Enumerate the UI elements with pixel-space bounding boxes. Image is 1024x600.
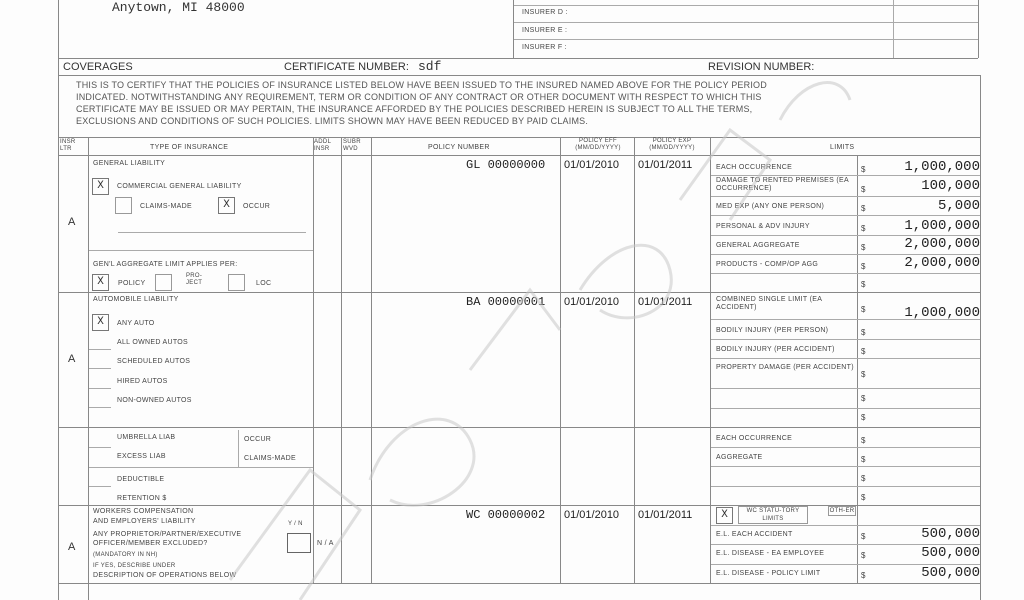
insurer-divider	[513, 0, 514, 58]
occur-checkbox[interactable]: X	[218, 197, 235, 214]
workers-text-line: (MANDATORY IN NH)	[93, 552, 158, 558]
coverages-title: COVERAGES	[63, 61, 133, 73]
auto-eff-date: 01/01/2010	[564, 296, 620, 308]
aggregate-applies-label: GEN'L AGGREGATE LIMIT APPLIES PER:	[93, 261, 238, 268]
workers-title-line: WORKERS COMPENSATION	[93, 508, 194, 515]
dollar-sign: $	[861, 493, 866, 502]
limit-label: GENERAL AGGREGATE	[716, 242, 800, 249]
dollar-sign: $	[861, 571, 866, 580]
limit-value: 2,000,000	[904, 236, 980, 252]
limit-value: 500,000	[921, 526, 980, 542]
dollar-sign: $	[861, 436, 866, 445]
workers-insurer-letter: A	[68, 541, 76, 553]
limit-value: 5,000	[937, 198, 980, 214]
na-label: N / A	[317, 540, 334, 547]
workers-title-line: AND EMPLOYERS' LIABILITY	[93, 518, 196, 525]
limit-label: DAMAGE TO RENTED PREMISES (EA OCCURRENCE)	[716, 177, 849, 192]
dollar-sign: $	[861, 328, 866, 337]
excess-liab-label: EXCESS LIAB	[117, 453, 166, 460]
umbrella-claims-made-label: CLAIMS-MADE	[244, 455, 296, 462]
general-liability-title: GENERAL LIABILITY	[93, 160, 166, 167]
policy-label: POLICY	[118, 280, 146, 287]
auto-item-label: ANY AUTO	[117, 320, 155, 327]
umbrella-liab-label: UMBRELLA LIAB	[117, 434, 176, 441]
limit-label: E.L. DISEASE - EA EMPLOYEE	[716, 550, 825, 557]
limit-label: PROPERTY DAMAGE (PER ACCIDENT)	[716, 364, 854, 371]
dollar-sign: $	[861, 305, 866, 314]
col-type-of-insurance: TYPE OF INSURANCE	[150, 144, 229, 151]
auto-item-label: NON-OWNED AUTOS	[117, 397, 192, 404]
dollar-sign: $	[861, 204, 866, 213]
yn-label: Y / N	[288, 521, 303, 527]
dollar-sign: $	[861, 347, 866, 356]
header-left-border	[58, 0, 59, 58]
limit-label: E.L. DISEASE - POLICY LIMIT	[716, 570, 821, 577]
claims-made-label: CLAIMS-MADE	[140, 203, 192, 210]
limit-label: PRODUCTS - COMP/OP AGG	[716, 261, 819, 268]
occur-label: OCCUR	[243, 203, 271, 210]
col-policy-number: POLICY NUMBER	[428, 144, 490, 151]
any-auto-checkbox[interactable]: X	[92, 314, 109, 331]
limit-value: 500,000	[921, 545, 980, 561]
limit-value: 1,000,000	[904, 218, 980, 234]
limit-label: BODILY INJURY (PER ACCIDENT)	[716, 346, 835, 353]
dollar-sign: $	[861, 532, 866, 541]
workers-exp-date: 01/01/2011	[638, 509, 693, 521]
col-policy-exp: POLICY EXP (MM/DD/YYYY)	[649, 138, 695, 151]
auto-item-label: HIRED AUTOS	[117, 378, 168, 385]
limit-label: PERSONAL & ADV INJURY	[716, 223, 810, 230]
other-label: OTH-ER	[829, 508, 855, 514]
col-policy-eff: POLICY EFF (MM/DD/YYYY)	[575, 138, 621, 151]
workers-text-line: ANY PROPRIETOR/PARTNER/EXECUTIVE	[93, 531, 242, 538]
dollar-sign: $	[861, 394, 866, 403]
limit-label: EACH OCCURRENCE	[716, 435, 793, 442]
notice-line: EXCLUSIONS AND CONDITIONS OF SUCH POLICIES. LIMITS SHOWN MAY HAVE BEEN REDUCED BY PAID CLAIMS.	[76, 116, 589, 126]
workers-eff-date: 01/01/2010	[564, 509, 620, 521]
dollar-sign: $	[861, 474, 866, 483]
workers-policy-number: WC 00000002	[466, 508, 546, 522]
loc-checkbox[interactable]	[228, 274, 245, 291]
dollar-sign: $	[861, 165, 866, 174]
insurer-d-label: INSURER D :	[522, 9, 568, 16]
wc-statutory-checkbox[interactable]: X	[716, 507, 733, 524]
auto-policy-number: BA 00000001	[466, 295, 546, 309]
auto-liability-title: AUTOMOBILE LIABILITY	[93, 296, 179, 303]
dollar-sign: $	[861, 413, 866, 422]
auto-exp-date: 01/01/2011	[638, 296, 693, 308]
limit-value: 2,000,000	[904, 255, 980, 271]
certificate-number-value: sdf	[418, 59, 442, 74]
revision-number-label: REVISION NUMBER:	[708, 61, 815, 73]
insured-address: Anytown, MI 48000	[112, 0, 245, 15]
auto-item-label: SCHEDULED AUTOS	[117, 358, 191, 365]
commercial-general-checkbox[interactable]: X	[92, 178, 109, 195]
insurer-right-border	[978, 0, 979, 58]
project-checkbox[interactable]	[155, 274, 172, 291]
dollar-sign: $	[861, 185, 866, 194]
workers-text-line: DESCRIPTION OF OPERATIONS BELOW	[93, 572, 237, 579]
dollar-sign: $	[861, 455, 866, 464]
col-subr-wvd: SUBR WVD	[343, 139, 361, 152]
limit-label: EACH OCCURRENCE	[716, 164, 793, 171]
dollar-sign: $	[861, 280, 866, 289]
workers-text-line: OFFICER/MEMBER EXCLUDED?	[93, 540, 208, 547]
auto-item-label: ALL OWNED AUTOS	[117, 339, 189, 346]
dollar-sign: $	[861, 243, 866, 252]
notice-line: CERTIFICATE MAY BE ISSUED OR MAY PERTAIN, THE INSURANCE AFFORDED BY THE POLICIES DESCRIBED HEREIN IS SUBJECT TO ALL THE TERMS,	[76, 104, 753, 114]
general-policy-number: GL 00000000	[466, 158, 546, 172]
header-bottom-line	[58, 58, 978, 59]
general-insurer-letter: A	[68, 216, 76, 228]
limit-value: 1,000,000	[904, 159, 980, 175]
dollar-sign: $	[861, 262, 866, 271]
deductible-label: DEDUCTIBLE	[117, 476, 165, 483]
project-label: PRO-JECT	[186, 273, 203, 286]
general-eff-date: 01/01/2010	[564, 159, 620, 171]
general-exp-date: 01/01/2011	[638, 159, 693, 171]
notice-line: THIS IS TO CERTIFY THAT THE POLICIES OF INSURANCE LISTED BELOW HAVE BEEN ISSUED TO THE INSURED NAMED ABOVE FOR THE POLICY PERIOD	[76, 80, 767, 90]
certificate-number-label: CERTIFICATE NUMBER:	[284, 61, 409, 73]
workers-text-line: IF YES, DESCRIBE UNDER	[93, 563, 176, 569]
col-limits: LIMITS	[830, 144, 855, 151]
limit-value: 500,000	[921, 565, 980, 581]
limit-value: 100,000	[921, 178, 980, 194]
dollar-sign: $	[861, 370, 866, 379]
limit-label: AGGREGATE	[716, 454, 763, 461]
notice-line: INDICATED. NOTWITHSTANDING ANY REQUIREMENT, TERM OR CONDITION OF ANY CONTRACT OR OTHER DOCUMENT WITH RESPECT TO WHICH THIS	[76, 92, 762, 102]
limit-label: BODILY INJURY (PER PERSON)	[716, 327, 829, 334]
commercial-general-label: COMMERCIAL GENERAL LIABILITY	[117, 183, 242, 190]
auto-insurer-letter: A	[68, 353, 76, 365]
limit-label: MED EXP (ANY ONE PERSON)	[716, 203, 825, 210]
loc-label: LOC	[256, 280, 272, 287]
insurer-f-label: INSURER F :	[522, 44, 567, 51]
wc-statutory-label: WC STATU-TORY LIMITS	[738, 506, 808, 524]
col-insr-ltr: INSR LTR	[60, 139, 76, 152]
excluded-checkbox[interactable]	[287, 533, 311, 553]
policy-checkbox[interactable]: X	[92, 274, 109, 291]
umbrella-occur-label: OCCUR	[244, 436, 272, 443]
limit-label: COMBINED SINGLE LIMIT (EA ACCIDENT)	[716, 296, 822, 311]
limit-label: E.L. EACH ACCIDENT	[716, 531, 793, 538]
dollar-sign: $	[861, 224, 866, 233]
retention-label: RETENTION $	[117, 495, 167, 502]
claims-made-checkbox[interactable]	[115, 197, 132, 214]
dollar-sign: $	[861, 551, 866, 560]
limit-value: 1,000,000	[904, 305, 980, 321]
col-addl-insr: ADDL INSR	[314, 139, 331, 152]
certificate-notice	[76, 79, 767, 127]
insurer-e-label: INSURER E :	[522, 27, 568, 34]
